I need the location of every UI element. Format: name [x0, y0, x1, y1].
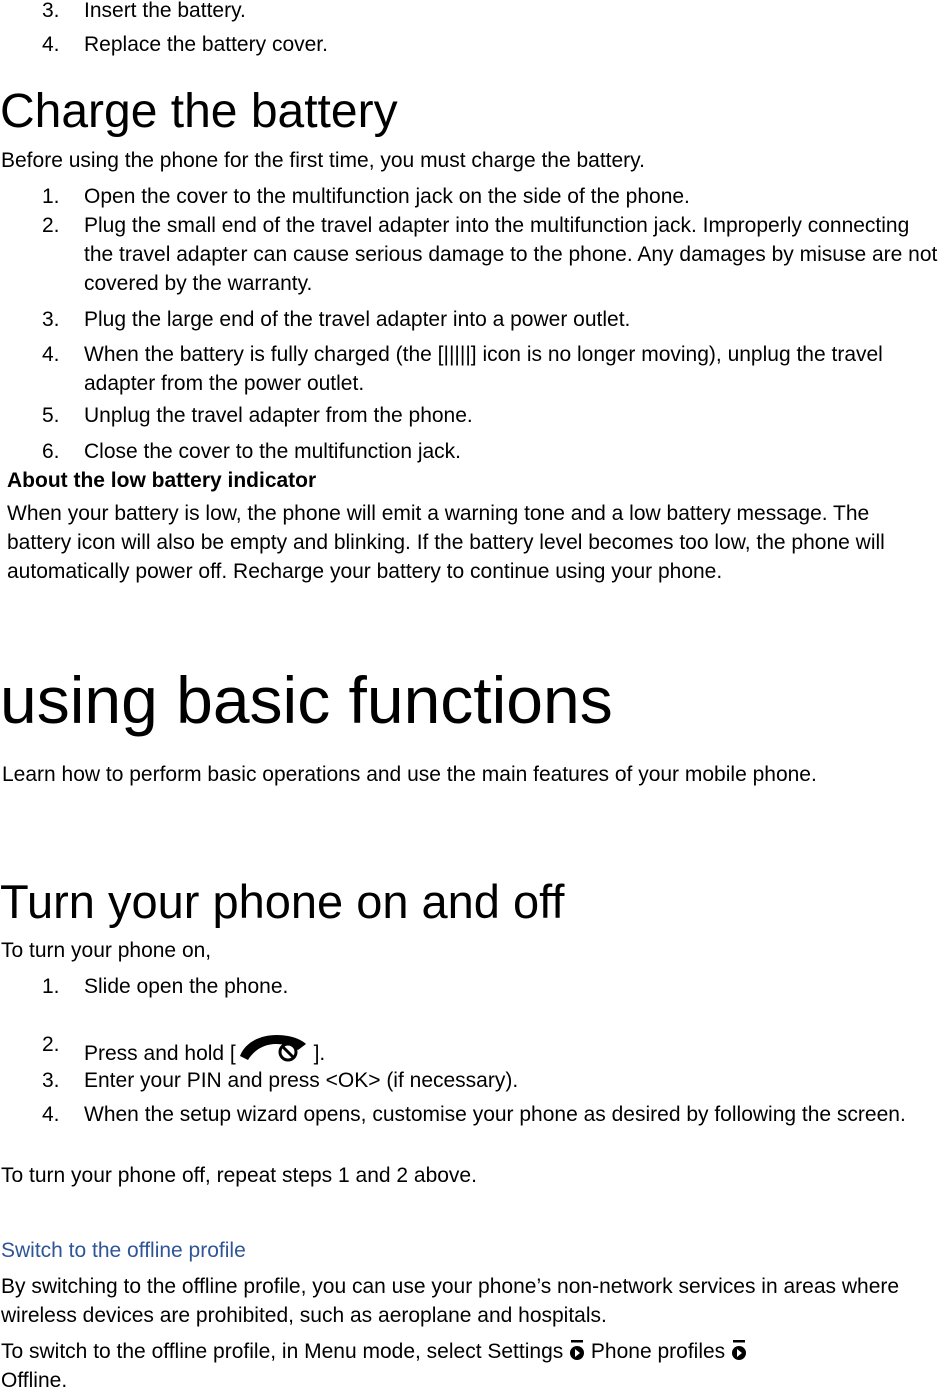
list-number: 5. [42, 404, 60, 427]
list-item-text: When the setup wizard opens, customise your phone as desired by following the screen. [84, 1103, 906, 1126]
list-number: 1. [42, 185, 60, 208]
basic-intro: Learn how to perform basic operations and use the main features of your mobile phone. [2, 763, 817, 786]
press-hold-text-end: ]. [307, 1042, 326, 1065]
list-number: 4. [42, 343, 60, 366]
offline-body: By switching to the offline profile, you can use your phone’s non-network services in areas where wireless devices are prohibited, such as aeroplane and hospitals. [1, 1275, 900, 1327]
list-number: 2. [42, 1033, 60, 1056]
list-number: 3. [42, 308, 60, 331]
list-item-text [84, 1030, 938, 1068]
list-item-text: Plug the small end of the travel adapter into the multifunction jack. Improperly connecting the travel adapter can cause serious damage to the phone. Any damages by misuse are not covered by the warranty. [84, 214, 938, 295]
list-number: 1. [42, 975, 60, 998]
list-number: 3. [42, 0, 60, 22]
chapter-heading-basic: using basic functions [0, 663, 613, 737]
section-heading-charge: Charge the battery [0, 85, 398, 138]
list-item-text: Slide open the phone. [84, 975, 289, 998]
press-hold-text: Press and hold [ [84, 1042, 236, 1065]
offline-heading: Switch to the offline profile [1, 1239, 246, 1262]
list-item-text: Replace the battery cover. [84, 33, 328, 56]
list-item-text: Open the cover to the multifunction jack on the side of the phone. [84, 185, 690, 208]
section-heading-turn-on-off: Turn your phone on and off [0, 875, 565, 928]
list-item-text: Close the cover to the multifunction jack. [84, 440, 462, 463]
list-item-text: When the battery is fully charged (the [|||||] icon is no longer moving), unplug the travel adapter from the power outlet. [84, 343, 883, 395]
list-number: 3. [42, 1069, 60, 1092]
menu-arrow-icon [569, 1339, 585, 1361]
list-number: 4. [42, 1103, 60, 1126]
list-number: 4. [42, 33, 60, 56]
list-number: 6. [42, 440, 60, 463]
menu-arrow-icon [731, 1339, 747, 1361]
list-item-text: Unplug the travel adapter from the phone. [84, 404, 473, 427]
low-battery-heading: About the low battery indicator [7, 469, 317, 492]
turn-on-intro: To turn your phone on, [1, 939, 212, 962]
charge-intro: Before using the phone for the first time, you must charge the battery. [1, 149, 645, 172]
offline-instructions-mid: Phone profiles [585, 1340, 732, 1363]
list-number: 2. [42, 214, 60, 237]
offline-instructions [1, 1337, 937, 1395]
list-item-text: Insert the battery. [84, 0, 246, 22]
low-battery-body: When your battery is low, the phone will emit a warning tone and a low battery message. The battery icon will also be empty and blinking. If the battery level becomes too low, the phone will automatically power off. Recharge your battery to continue using your phone. [7, 502, 885, 583]
turn-off-text: To turn your phone off, repeat steps 1 and 2 above. [1, 1164, 477, 1187]
list-item-text: Enter your PIN and press <OK> (if necessary). [84, 1069, 519, 1092]
offline-instructions-end: Offline. [1, 1369, 68, 1392]
end-call-power-icon [236, 1030, 308, 1064]
list-item-text: Plug the large end of the travel adapter into a power outlet. [84, 308, 631, 331]
offline-instructions-start: To switch to the offline profile, in Menu mode, select Settings [1, 1340, 570, 1363]
